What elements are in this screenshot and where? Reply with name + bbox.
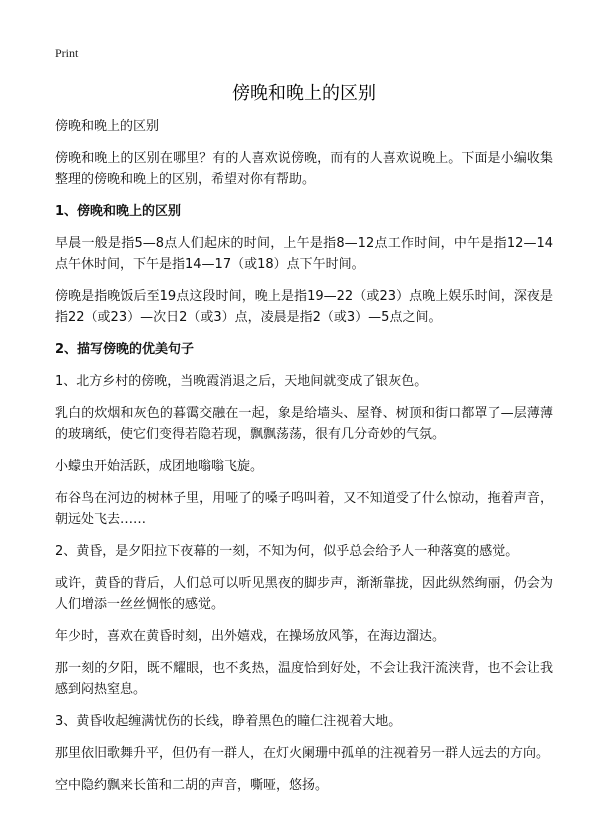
paragraph: 年少时，喜欢在黄昏时刻，出外嬉戏，在操场放风筝，在海边溜达。 [55,629,446,644]
paragraph: 那里依旧歌舞升平，但仍有一群人，在灯火阑珊中孤单的注视着另一群人远去的方向。 [55,746,550,761]
paragraph: 空中隐约飘来长笛和二胡的声音，嘶哑，悠扬。 [55,778,329,793]
paragraph: 1、北方乡村的傍晚，当晚霞消退之后，天地间就变成了银灰色。 [55,374,428,389]
paragraph: 2、黄昏，是夕阳拉下夜幕的一刻，不知为何，似乎总会给予人一种落寞的感觉。 [55,544,519,559]
paragraph: 3、黄昏收起缠满忧伤的长线，睁着黑色的瞳仁注视着大地。 [55,714,402,729]
paragraph: 傍晚是指晚饭后至19点这段时间，晚上是指19—22（或23）点晚上娱乐时间，深夜是指22（或23）—次日2（或3）点，凌晨是指2（或3）—5点之间。 [55,289,553,325]
document-subtitle: 傍晚和晚上的区别 [55,119,160,134]
intro-paragraph: 傍晚和晚上的区别在哪里？有的人喜欢说傍晚，而有的人喜欢说晚上。下面是小编收集整理的傍晚和晚上的区别，希望对你有帮助。 [55,151,553,187]
section-heading: 2、描写傍晚的优美句子 [55,342,195,357]
page-title: 傍晚和晚上的区别 [232,83,376,104]
paragraph: 或许，黄昏的背后，人们总可以听见黑夜的脚步声，渐渐靠拢，因此纵然绚丽，仍会为人们增添一丝丝惆怅的感觉。 [55,576,553,612]
paragraph: 早晨一般是指5—8点人们起床的时间，上午是指8—12点工作时间，中午是指12—14点午休时间，下午是指14—17（或18）点下午时间。 [55,236,553,272]
section-sentences [55,340,553,796]
section-heading: 1、傍晚和晚上的区别 [55,204,182,219]
paragraph: 那一刻的夕阳，既不耀眼，也不炙热，温度恰到好处，不会让我汗流浃背，也不会让我感到闷热窒息。 [55,661,553,697]
section-differences [55,202,553,328]
print-label: Print [55,46,79,60]
paragraph: 小蠓虫开始活跃，成团地嗡嗡飞旋。 [55,459,264,474]
paragraph: 乳白的炊烟和灰色的暮霭交融在一起，象是给墙头、屋脊、树顶和街口都罩了—层薄薄的玻璃纸，使它们变得若隐若现，飘飘荡荡，很有几分奇妙的气氛。 [55,406,553,442]
paragraph: 布谷鸟在河边的树林子里，用哑了的嗓子呜叫着，又不知道受了什么惊动，拖着声音，朝远处飞去…… [55,491,553,527]
